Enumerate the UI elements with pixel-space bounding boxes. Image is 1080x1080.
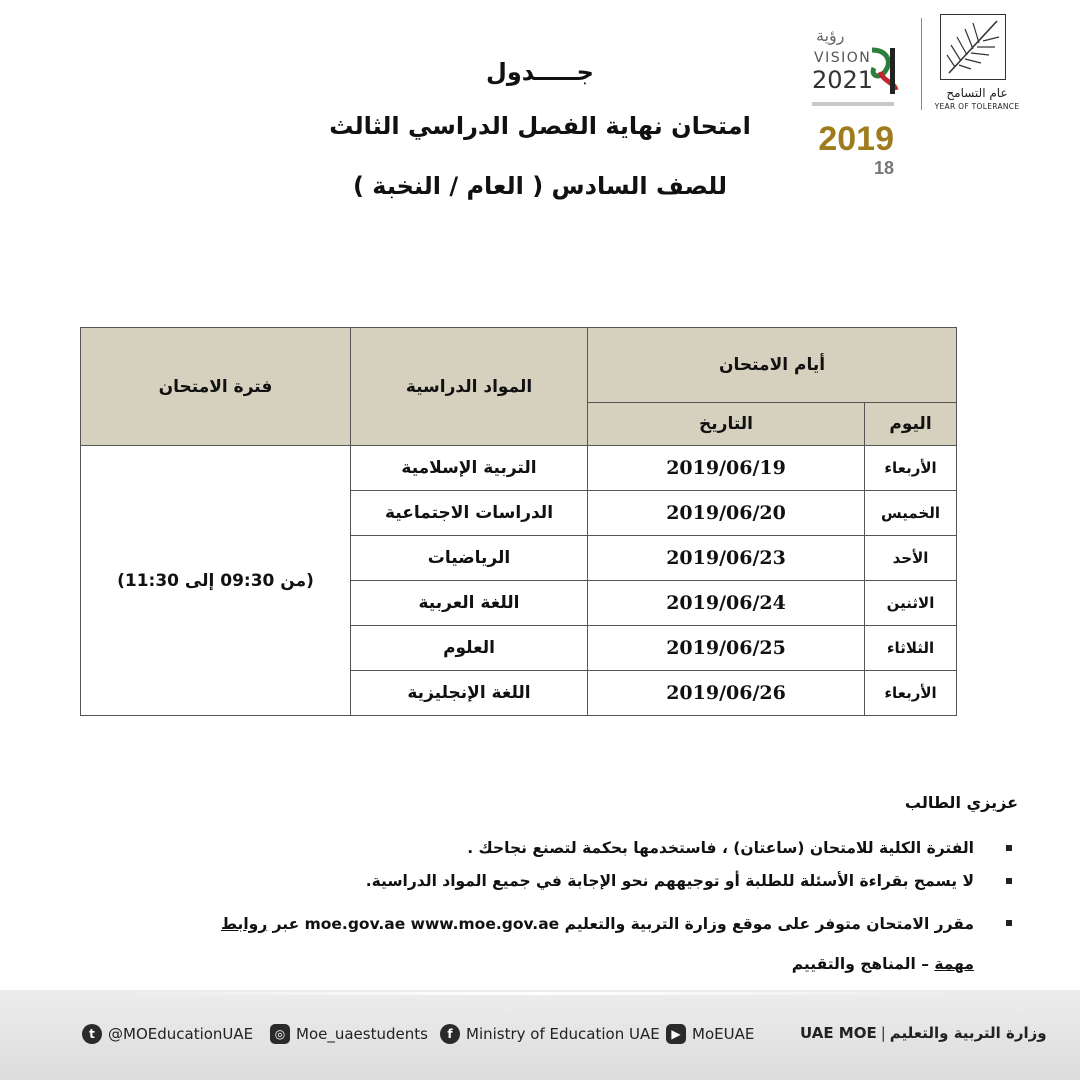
day-cell: الثلاثاء	[865, 626, 957, 671]
year-of-tolerance-logo	[934, 8, 1020, 111]
day-cell: الخميس	[865, 491, 957, 536]
instagram-handle: Moe_uaestudents	[296, 1025, 428, 1043]
date-cell: 2019/06/23	[588, 536, 865, 581]
day-cell: الاثنين	[865, 581, 957, 626]
note-text: مقرر الامتحان متوفر على موقع وزارة التربية والتعليم moe.gov.ae www.moe.gov.ae عبر	[272, 915, 974, 933]
header-date: التاريخ	[588, 403, 865, 446]
bullet-icon	[1006, 920, 1012, 926]
date-cell: 2019/06/19	[588, 446, 865, 491]
youtube-handle: MoEUAE	[692, 1025, 755, 1043]
document-title: جـــــدول	[486, 58, 594, 86]
period-cell	[81, 446, 351, 716]
note-text: لا يسمح بقراءة الأسئلة للطلبة أو توجيههم نحو الإجابة في جميع المواد الدراسية.	[365, 872, 974, 890]
day-cell: الأربعاء	[865, 671, 957, 716]
facebook-handle: Ministry of Education UAE	[466, 1025, 660, 1043]
logo-divider	[921, 18, 922, 110]
instagram-link[interactable]	[270, 1024, 428, 1044]
important-links-link-continued[interactable]: مهمة	[934, 955, 974, 973]
year-sublabel: 18	[873, 158, 894, 178]
year-label: 2019	[818, 120, 894, 158]
vision-year: 2021	[812, 66, 874, 94]
note-text: الفترة الكلية للامتحان (ساعتان) ، فاستخدمها بحكمة لتصنع نجاحك .	[467, 839, 974, 857]
subject-cell: العلوم	[351, 626, 588, 671]
date-cell: 2019/06/26	[588, 671, 865, 716]
subject-cell: الدراسات الاجتماعية	[351, 491, 588, 536]
grade-line: للصف السادس ( العام / النخبة )	[352, 172, 728, 200]
facebook-icon: f	[440, 1024, 460, 1044]
period-text: (من 09:30 إلى 11:30)	[117, 570, 314, 591]
vision-strip	[812, 102, 894, 106]
footer-separator: |	[880, 1024, 886, 1042]
youtube-link[interactable]	[666, 1024, 754, 1044]
greeting-heading: عزيزي الطالب	[904, 793, 1018, 812]
header-period: فترة الامتحان	[81, 328, 351, 446]
twitter-icon: t	[82, 1024, 102, 1044]
notes-list	[94, 838, 974, 997]
date-cell: 2019/06/24	[588, 581, 865, 626]
header-day: اليوم	[865, 403, 957, 446]
bullet-icon	[1006, 878, 1012, 884]
facebook-link[interactable]	[440, 1024, 660, 1044]
exam-schedule-table	[80, 327, 957, 716]
twitter-link[interactable]	[82, 1024, 253, 1044]
vision-emblem-icon	[866, 46, 900, 96]
tolerance-arabic: عام التسامح	[946, 86, 1008, 100]
instagram-icon: ◎	[270, 1024, 290, 1044]
date-cell: 2019/06/25	[588, 626, 865, 671]
bullet-icon	[1006, 845, 1012, 851]
tolerance-english: YEAR OF TOLERANCE	[934, 102, 1020, 111]
subject-cell: التربية الإسلامية	[351, 446, 588, 491]
important-links-link[interactable]: روابط	[220, 915, 268, 933]
table-row	[81, 446, 957, 491]
note-text-continued: – المناهج والتقييم	[791, 955, 929, 973]
day-cell: الأربعاء	[865, 446, 957, 491]
ministry-brand	[800, 1024, 1047, 1042]
ministry-arabic: وزارة التربية والتعليم	[889, 1024, 1047, 1042]
subject-cell: اللغة العربية	[351, 581, 588, 626]
document-subtitle: امتحان نهاية الفصل الدراسي الثالث	[329, 112, 751, 140]
header-exam-days: أيام الامتحان	[588, 328, 957, 403]
header-subjects: المواد الدراسية	[351, 328, 588, 446]
list-item	[94, 904, 974, 984]
subject-cell: الرياضيات	[351, 536, 588, 581]
vision-english: VISION	[814, 50, 872, 66]
palm-frond-icon	[940, 14, 1006, 80]
header-logos	[800, 8, 1020, 178]
youtube-icon: ▶	[666, 1024, 686, 1044]
footer-highlight	[120, 992, 960, 995]
date-cell: 2019/06/20	[588, 491, 865, 536]
vision-arabic: رؤية	[816, 26, 845, 45]
vision-2021-logo	[808, 16, 908, 116]
subject-cell: اللغة الإنجليزية	[351, 671, 588, 716]
ministry-english: UAE MOE	[800, 1024, 877, 1042]
social-footer	[0, 990, 1080, 1080]
twitter-handle: @MOEducationUAE	[108, 1025, 254, 1043]
list-item	[94, 838, 974, 858]
day-cell: الأحد	[865, 536, 957, 581]
list-item	[94, 871, 974, 891]
